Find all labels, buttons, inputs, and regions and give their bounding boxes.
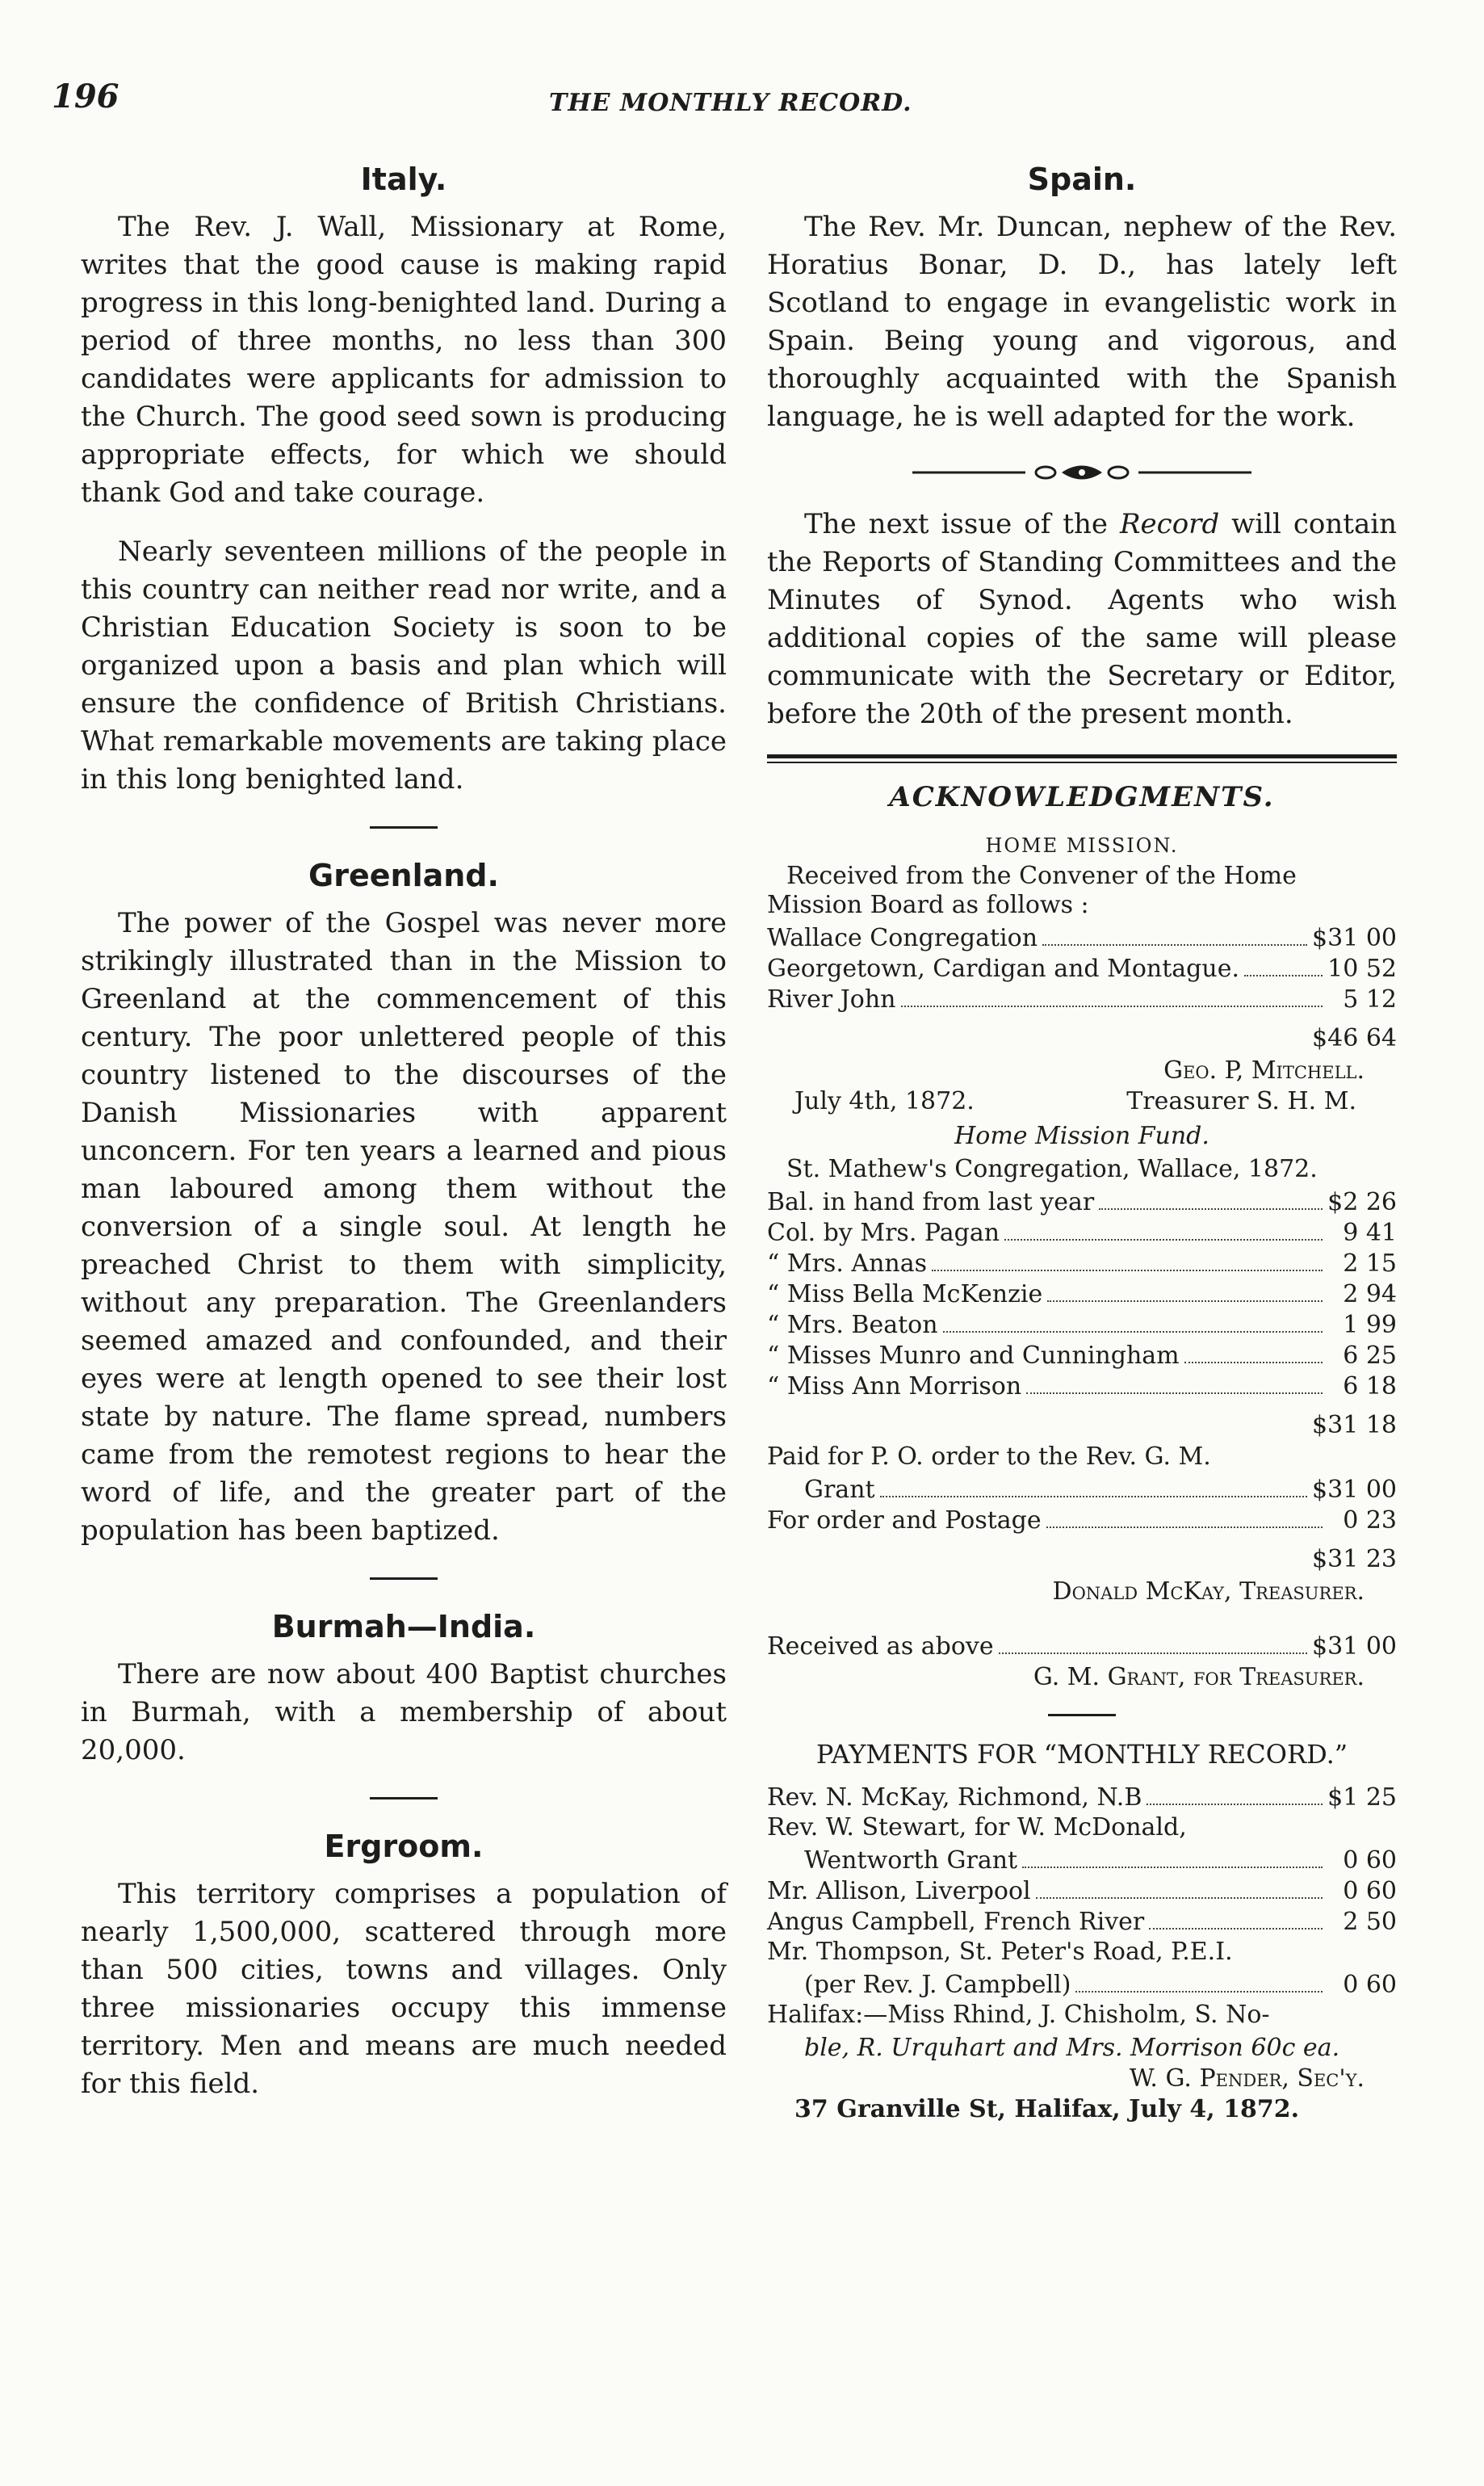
fund-total-1: $31 18 bbox=[1312, 1411, 1397, 1439]
article-spain bbox=[767, 162, 1397, 436]
ledger-row: Rev. N. McKay, Richmond, N.B $1 25 bbox=[767, 1783, 1397, 1812]
home-mission-signer-title: Treasurer S. H. M. bbox=[1126, 1087, 1356, 1115]
section-divider bbox=[370, 826, 438, 829]
payment-line: Rev. W. Stewart, for W. McDonald, bbox=[767, 1813, 1187, 1841]
ledger-row: (per Rev. J. Campbell) 0 60 bbox=[804, 1971, 1397, 1999]
home-mission-signer: Geo. P, Mitchell. bbox=[1163, 1056, 1365, 1085]
heading-ergroom: Ergroom. bbox=[324, 1829, 484, 1864]
italy-paragraph-2: Nearly seventeen millions of the people in this country can neither read nor write, and a Christian Education Society is soon to be organized upon a basis and plan which will ensure the confidence of British Christians. What remarkable movements are taking place in this long benighted land. bbox=[81, 535, 727, 796]
ledger-row: Angus Campbell, French River 2 50 bbox=[767, 1908, 1397, 1936]
home-mission-date-row bbox=[767, 1086, 1397, 1117]
payments-heading: PAYMENTS FOR “MONTHLY RECORD.” bbox=[815, 1739, 1348, 1770]
page-number: 196 bbox=[52, 78, 119, 115]
section-divider bbox=[370, 1797, 438, 1799]
right-column bbox=[767, 145, 1397, 2125]
ledger-row: Wentworth Grant 0 60 bbox=[804, 1846, 1397, 1875]
ledger-row: “ Mrs. Annas 2 15 bbox=[767, 1249, 1397, 1278]
heading-greenland: Greenland. bbox=[308, 858, 499, 893]
record-title: Record bbox=[1119, 508, 1220, 540]
ledger-row: Grant $31 00 bbox=[804, 1476, 1397, 1504]
received-by: G. M. Grant, for Treasurer. bbox=[1033, 1663, 1365, 1691]
home-mission-heading: HOME MISSION. bbox=[985, 834, 1179, 857]
article-italy bbox=[81, 162, 727, 799]
ledger-row: “ Mrs. Beaton 1 99 bbox=[767, 1311, 1397, 1339]
ledger-row: Georgetown, Cardigan and Montague. 10 52 bbox=[767, 955, 1397, 983]
ledger-row: Col. by Mrs. Pagan 9 41 bbox=[767, 1219, 1397, 1247]
heading-burmah: Burmah—India. bbox=[271, 1609, 536, 1644]
fund-total-2: $31 23 bbox=[1312, 1545, 1397, 1573]
ledger-row: “ Misses Munro and Cunningham 6 25 bbox=[767, 1342, 1397, 1370]
ledger-row: Bal. in hand from last year $2 26 bbox=[767, 1188, 1397, 1216]
section-divider bbox=[1048, 1714, 1116, 1716]
article-greenland bbox=[81, 858, 727, 1550]
ornament-divider-icon bbox=[912, 460, 1251, 485]
notice-next-issue: The next issue of the Record will contain the Reports of Standing Committees and the Minutes of Synod. Agents who wish additional copies of the same will please communicate with the Secretary or Editor, before the 20th of the present month. bbox=[767, 508, 1397, 730]
ergroom-paragraph-1: This territory comprises a population of nearly 1,500,000, scattered through more than 500 cities, towns and villages. Only three missionaries occupy this immense territory. Men and means are much needed for this field. bbox=[81, 1878, 727, 2100]
ledger-row: For order and Postage 0 23 bbox=[767, 1506, 1397, 1535]
article-ergroom bbox=[81, 1829, 727, 2103]
home-mission-fund-heading: Home Mission Fund. bbox=[954, 1122, 1209, 1150]
section-divider bbox=[370, 1577, 438, 1580]
fund-treasurer: Donald McKay, Treasurer. bbox=[1052, 1577, 1365, 1606]
heading-italy: Italy. bbox=[360, 162, 447, 197]
ledger-row: Wallace Congregation $31 00 bbox=[767, 924, 1397, 952]
secretary-signature: W. G. Pender, Sec'y. bbox=[1129, 2064, 1365, 2093]
home-mission-intro: Received from the Convener of the Home Mission Board as follows : bbox=[767, 862, 1297, 919]
acknowledgments-section bbox=[767, 781, 1397, 2125]
ledger-row: “ Miss Bella McKenzie 2 94 bbox=[767, 1280, 1397, 1308]
home-mission-total: $46 64 bbox=[1312, 1024, 1397, 1052]
halifax-line-2: ble, R. Urquhart and Mrs. Morrison 60c ea. bbox=[804, 2034, 1340, 2062]
payment-line: Mr. Thompson, St. Peter's Road, P.E.I. bbox=[767, 1938, 1233, 1966]
halifax-line-1: Halifax:—Miss Rhind, J. Chisholm, S. No- bbox=[767, 2001, 1270, 2029]
ledger-row: River John 5 12 bbox=[767, 985, 1397, 1014]
address-date: 37 Granville St, Halifax, July 4, 1872. bbox=[794, 2095, 1300, 2123]
left-column bbox=[81, 145, 727, 2124]
spain-paragraph-1: The Rev. Mr. Duncan, nephew of the Rev. Horatius Bonar, D. D., has lately left Scotland to engage in evangelistic work in Spain. Being young and vigorous, and thoroughly acquainted with the Spanish language, he is well adapted for the work. bbox=[767, 211, 1397, 433]
acknowledgments-heading: ACKNOWLEDGMENTS. bbox=[889, 781, 1275, 813]
ledger-row: “ Miss Ann Morrison 6 18 bbox=[767, 1372, 1397, 1400]
greenland-paragraph-1: The power of the Gospel was never more strikingly illustrated than in the Mission to Greenland at the commencement of this century. The poor unlettered people of this country listened to the discourses of the Danish Missionaries with apparent unconcern. For ten years a learned and pious man laboured among them without the conversion of a single soul. At length he preached Christ to them with simplicity, without any preparation. The Greenlanders seemed amazed and confounded, and their eyes were at length opened to see their lost state by nature. The flame spread, numbers came from the remotest regions to hear the word of life, and the greater part of the population has been baptized. bbox=[81, 907, 727, 1547]
paid-line-1: Paid for P. O. order to the Rev. G. M. bbox=[767, 1442, 1211, 1471]
ledger-row: Mr. Allison, Liverpool 0 60 bbox=[767, 1877, 1397, 1905]
article-burmah bbox=[81, 1609, 727, 1770]
home-mission-date: July 4th, 1872. bbox=[794, 1087, 975, 1115]
double-rule bbox=[767, 754, 1397, 763]
running-title: THE MONTHLY RECORD. bbox=[549, 89, 912, 117]
burmah-paragraph-1: There are now about 400 Baptist churches in Burmah, with a membership of about 20,000. bbox=[81, 1658, 727, 1766]
home-mission-fund-intro: St. Mathew's Congregation, Wallace, 1872. bbox=[786, 1155, 1318, 1183]
italy-paragraph-1: The Rev. J. Wall, Missionary at Rome, writes that the good cause is making rapid progress in this long-benighted land. During a period of three months, no less than 300 candidates were applicants for admission to the Church. The good seed sown is producing appropriate effects, for which we should thank God and take courage. bbox=[81, 211, 727, 509]
heading-spain: Spain. bbox=[1027, 162, 1137, 197]
ledger-row: Received as above $31 00 bbox=[767, 1632, 1397, 1661]
